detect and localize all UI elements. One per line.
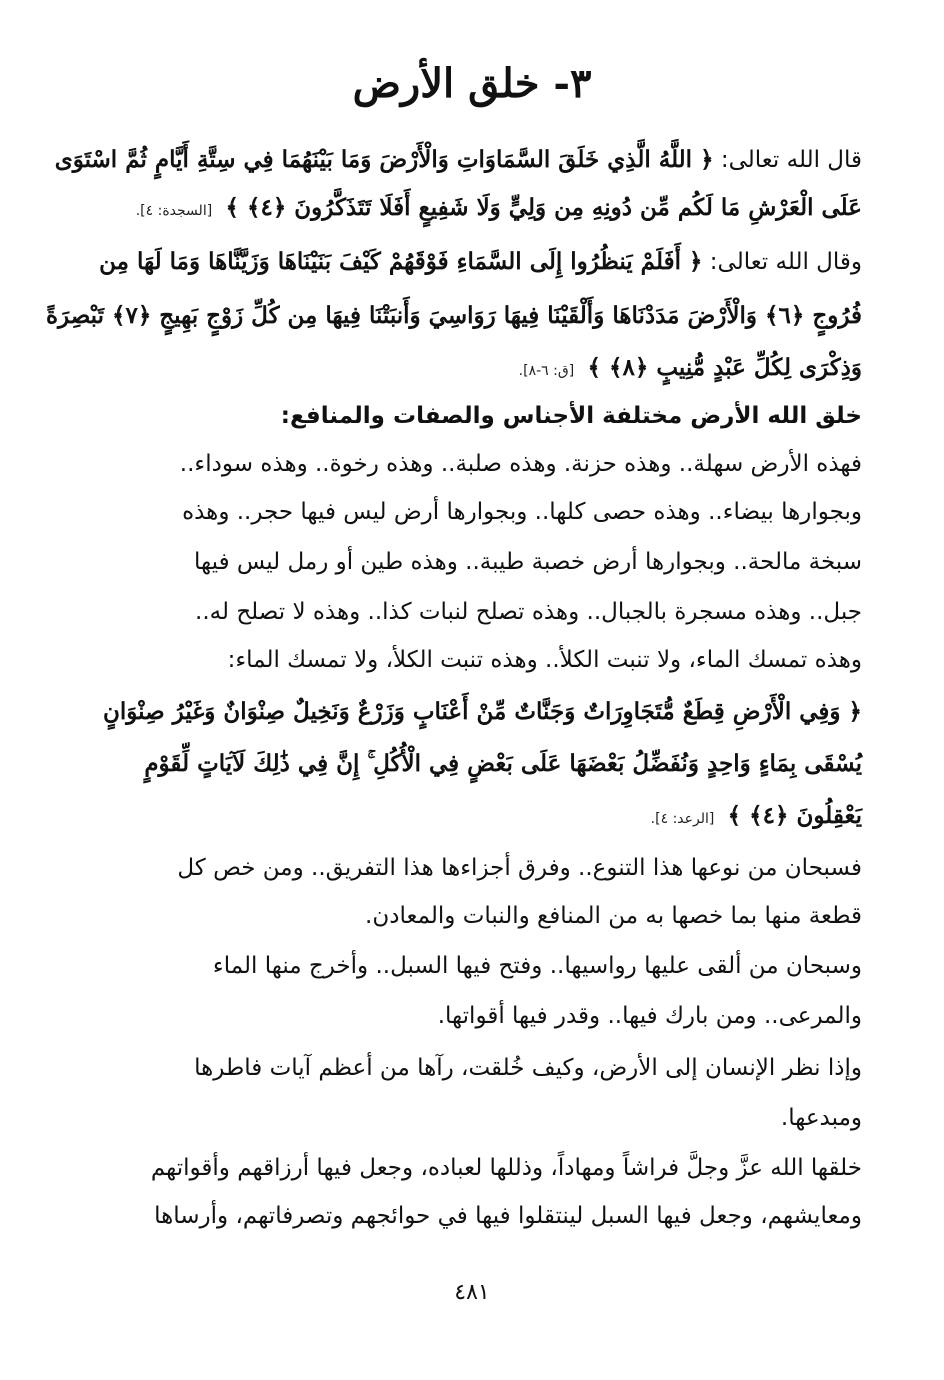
body-line: جبل.. وهذه مسجرة بالجبال.. وهذه تصلح لنبات كذا.. وهذه لا تصلح له.. [195, 599, 862, 625]
body-line: وسبحان من ألقى عليها رواسيها.. وفتح فيها السبل.. وأخرج منها الماء [212, 953, 862, 979]
body-line: سبخة مالحة.. وبجوارها أرض خصبة طيبة.. وهذه طين أو رمل ليس فيها [194, 549, 862, 575]
verse-line [96, 794, 862, 841]
body-line: فسبحان من نوعها هذا التنوع.. وفرق أجزاءها هذا التفريق.. ومن خص كل [177, 855, 862, 881]
body-line: وهذه تمسك الماء، ولا تنبت الكلأ.. وهذه تنبت الكلأ، ولا تمسك الماء: [227, 647, 862, 673]
verse-line [96, 742, 862, 786]
body-line: والمرعى.. ومن بارك فيها.. وقدر فيها أقواتها. [437, 1003, 862, 1029]
body-line: وإذا نظر الإنسان إلى الأرض، وكيف خُلقت، رآها من أعظم آيات فاطرها [194, 1055, 862, 1081]
quote-intro: قال الله تعالى: [720, 147, 862, 173]
quran-verse: ﴿ اللَّهُ الَّذِي خَلَقَ السَّمَاوَاتِ وَالْأَرْضَ وَمَا بَيْنَهُمَا فِي سِتَّةِ أَيَّامٍ ثُمَّ اسْتَوَى [54, 146, 714, 173]
verse-line [96, 240, 862, 284]
verse-line [96, 346, 862, 393]
verse-line [96, 186, 862, 233]
quran-verse: عَلَى الْعَرْشِ مَا لَكُم مِّن دُونِهِ مِن وَلِيٍّ وَلَا شَفِيعٍ أَفَلَا تَتَذَكَّرُونَ ﴿٤﴾ ﴾ [225, 194, 862, 221]
page-body [45, 0, 862, 1380]
quran-verse: ﴿ أَفَلَمْ يَنظُرُوا إِلَى السَّمَاءِ فَوْقَهُمْ كَيْفَ بَنَيْنَاهَا وَزَيَّنَّاهَا وَمَا لَهَا مِن [99, 248, 703, 275]
quran-verse: يَعْقِلُونَ ﴿٤﴾ ﴾ [727, 802, 862, 829]
body-line: ومعايشهم، وجعل فيها السبل لينتقلوا فيها في حوائجهم وتصرفاتهم، وأرساها [154, 1203, 862, 1229]
verse-reference: [السجدة: ٤]. [135, 203, 213, 219]
quran-verse: وَذِكْرَى لِكُلِّ عَبْدٍ مُّنِيبٍ ﴿٨﴾ ﴾ [587, 354, 862, 381]
verse-line [45, 294, 862, 338]
quran-verse: فُرُوجٍ ﴿٦﴾ وَالْأَرْضَ مَدَدْنَاهَا وَأَلْقَيْنَا فِيهَا رَوَاسِيَ وَأَنبَتْنَا فِيهَا مِن كُلِّ زَوْجٍ بَهِيجٍ ﴿٧﴾ تَبْصِرَةً [45, 302, 862, 329]
verse-reference: [ق: ٦-٨]. [518, 363, 575, 379]
chapter-title: ٣- خلق الأرض [352, 60, 592, 107]
body-line: وبجوارها بيضاء.. وهذه حصى كلها.. وبجوارها أرض ليس فيها حجر.. وهذه [182, 499, 862, 525]
section-heading: خلق الله الأرض مختلفة الأجناس والصفات والمنافع: [280, 403, 862, 429]
quran-verse: يُسْقَى بِمَاءٍ وَاحِدٍ وَنُفَضِّلُ بَعْضَهَا عَلَى بَعْضٍ فِي الْأُكُلِ ۚ إِنَّ فِي ذَٰلِكَ لَآيَاتٍ لِّقَوْمٍ [144, 750, 862, 777]
body-line: ومبدعها. [780, 1105, 862, 1131]
quote-intro: وقال الله تعالى: [709, 249, 862, 275]
body-line: قطعة منها بما خصها به من المنافع والنبات والمعادن. [365, 903, 862, 929]
quran-verse: ﴿ وَفِي الْأَرْضِ قِطَعٌ مُّتَجَاوِرَاتٌ وَجَنَّاتٌ مِّنْ أَعْنَابٍ وَزَرْعٌ وَنَخِيلٌ صِنْوَانٌ وَغَيْرُ صِنْوَانٍ [103, 698, 862, 725]
body-line: فهذه الأرض سهلة.. وهذه حزنة. وهذه صلبة.. وهذه رخوة.. وهذه سوداء.. [179, 451, 862, 477]
verse-line [96, 690, 862, 734]
verse-line [54, 138, 862, 182]
body-line: خلقها الله عزَّ وجلَّ فراشاً ومهاداً، وذللها لعباده، وجعل فيها أرزاقهم وأقواتهم [150, 1155, 862, 1181]
verse-reference: [الرعد: ٤]. [650, 811, 715, 827]
page-number: ٤٨١ [454, 1280, 490, 1305]
